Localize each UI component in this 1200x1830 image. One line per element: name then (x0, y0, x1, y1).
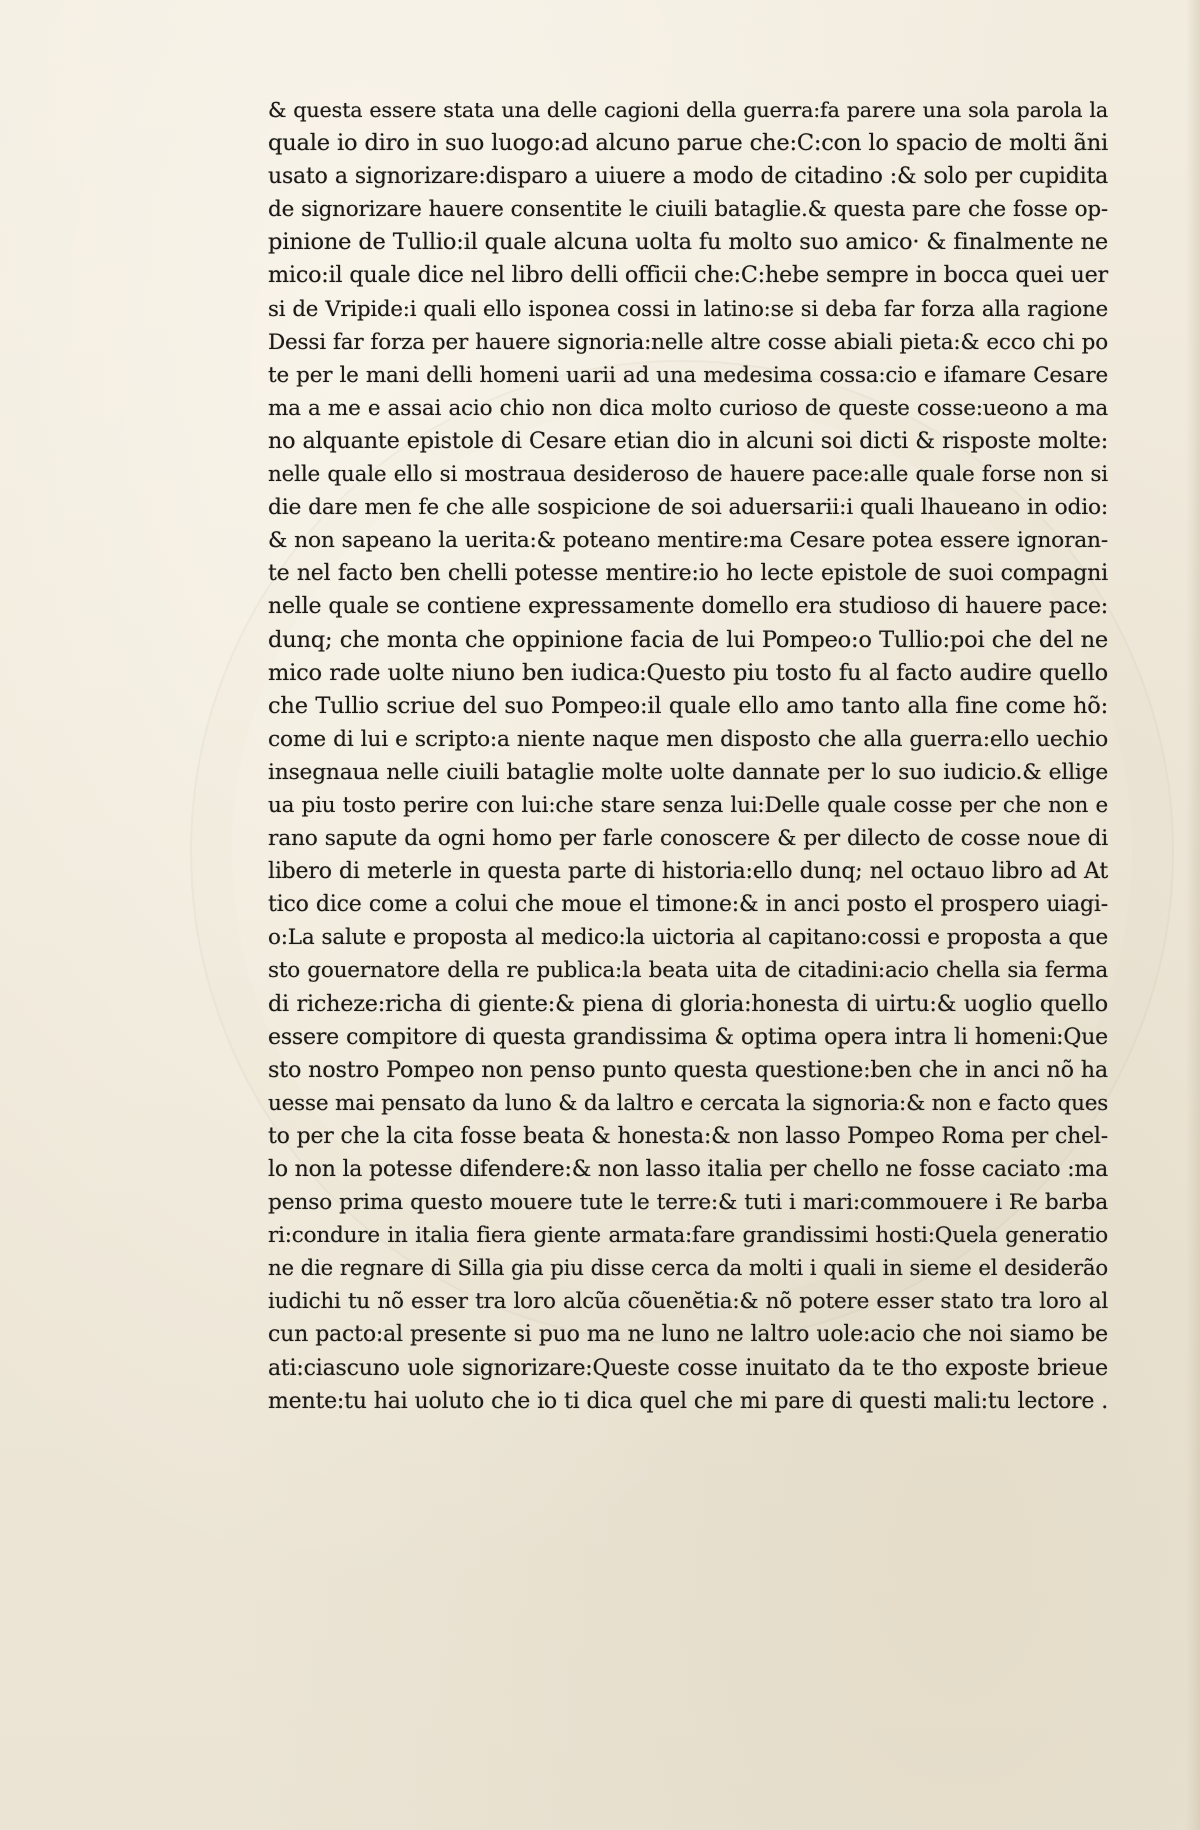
text-line: ri:condure in italia fiera giente armata:fare grandissimi hosti:Quela generatio (268, 1223, 1108, 1249)
text-line: si de Vripide:i quali ello isponea cossi in latino:se si deba far forza alla ragione (268, 296, 1108, 322)
text-line: ma a me e assai acio chio non dica molto curioso de queste cosse:ueono a ma (268, 395, 1108, 421)
text-line: te nel facto ben chelli potesse mentire:io ho lecte epistole de suoi compagni (268, 561, 1108, 587)
text-line: sto nostro Pompeo non penso punto questa questione:ben che in anci nõ ha (268, 1056, 1108, 1083)
text-line: no alquante epistole di Cesare etian dio in alcuni soi dicti & risposte molte: (268, 427, 1108, 454)
text-line: de signorizare hauere consentite le ciuili bataglie.& questa pare che fosse op- (268, 197, 1108, 223)
text-line: nelle quale se contiene expressamente domello era studioso di hauere pace: (268, 594, 1108, 620)
text-line: di richeze:richa di giente:& piena di gloria:honesta di uirtu:& uoglio quello (268, 990, 1108, 1017)
text-line: pinione de Tullio:il quale alcuna uolta fu molto suo amico· & finalmente ne (268, 229, 1108, 256)
text-line: libero di meterle in questa parte di historia:ello dunq; nel octauo libro ad At (268, 859, 1108, 885)
text-line: to per che la cita fosse beata & honesta:& non lasso Pompeo Roma per chel- (268, 1123, 1108, 1149)
text-line: iudichi tu nõ esser tra loro alcũa cõuenĕtia:& nõ potere esser stato tra loro al (268, 1289, 1108, 1315)
text-line: te per le mani delli homeni uarii ad una medesima cossa:cio e ifamare Cesare (268, 362, 1108, 388)
text-line: uesse mai pensato da luno & da laltro e cercata la signoria:& non e facto ques (268, 1090, 1109, 1116)
text-line: die dare men fe che alle sospicione de soi aduersarii:i quali lhaueano in odio: (268, 495, 1108, 521)
text-line: mente:tu hai uoluto che io ti dica quel che mi pare di questi mali:tu lectore . (268, 1388, 1108, 1414)
text-line: usato a signorizare:disparo a uiuere a modo de citadino :& solo per cupidita (268, 164, 1108, 190)
text-line: lo non la potesse difendere:& non lasso italia per chello ne fosse caciato :ma (268, 1157, 1108, 1182)
text-line: sto gouernatore della re publica:la beata uita de citadini:acio chella sia ferma (268, 958, 1108, 984)
text-line: & non sapeano la uerita:& poteano mentire:ma Cesare potea essere ignoran- (268, 528, 1108, 554)
text-line: penso prima questo mouere tute le terre:& tuti i mari:commouere i Re barba (268, 1190, 1108, 1216)
text-line: essere compitore di questa grandissima & optima opera intra li homeni:Que (268, 1024, 1108, 1050)
text-line: insegnaua nelle ciuili bataglie molte uolte dannate per lo suo iudicio.& ellige (268, 759, 1108, 785)
page-edge-shadow (1186, 0, 1200, 1830)
text-line: come di lui e scripto:a niente naque men disposto che alla guerra:ello uechio (268, 726, 1108, 752)
text-line: o:La salute e proposta al medico:la uictoria al capitano:cossi e proposta a que (268, 925, 1108, 951)
text-line: & questa essere stata una delle cagioni della guerra:fa parere una sola parola la (268, 98, 1108, 122)
body-text (268, 94, 1108, 1418)
text-line: ua piu tosto perire con lui:che stare senza lui:Delle quale cosse per che non e (268, 792, 1108, 818)
text-line: nelle quale ello si mostraua desideroso de hauere pace:alle quale forse non si (268, 462, 1108, 488)
text-line: quale io diro in suo luogo:ad alcuno parue che:C:con lo spacio de molti ãni (268, 130, 1108, 157)
text-line: tico dice come a colui che moue el timone:& in anci posto el prospero uiagi- (268, 892, 1108, 918)
text-line: che Tullio scriue del suo Pompeo:il quale ello amo tanto alla fine come hõ: (268, 692, 1108, 719)
text-line: Dessi far forza per hauere signoria:nelle altre cosse abiali pieta:& ecco chi po (268, 329, 1108, 355)
text-line: dunq; che monta che oppinione facia de lui Pompeo:o Tullio:poi che del ne (268, 626, 1108, 653)
text-line: mico:il quale dice nel libro delli officii che:C:hebe sempre in bocca quei uer (268, 262, 1108, 289)
text-line: rano sapute da ogni homo per farle conoscere & per dilecto de cosse noue di (268, 826, 1108, 852)
text-line: ati:ciascuno uole signorizare:Queste cosse inuitato da te tho exposte brieue (268, 1355, 1108, 1381)
text-line: ne die regnare di Silla gia piu disse cerca da molti i quali in sieme el desiderão (268, 1256, 1108, 1282)
text-line: mico rade uolte niuno ben iudica:Questo piu tosto fu al facto audire quello (268, 659, 1108, 686)
text-line: cun pacto:al presente si puo ma ne luno ne laltro uole:acio che noi siamo be (268, 1322, 1108, 1348)
